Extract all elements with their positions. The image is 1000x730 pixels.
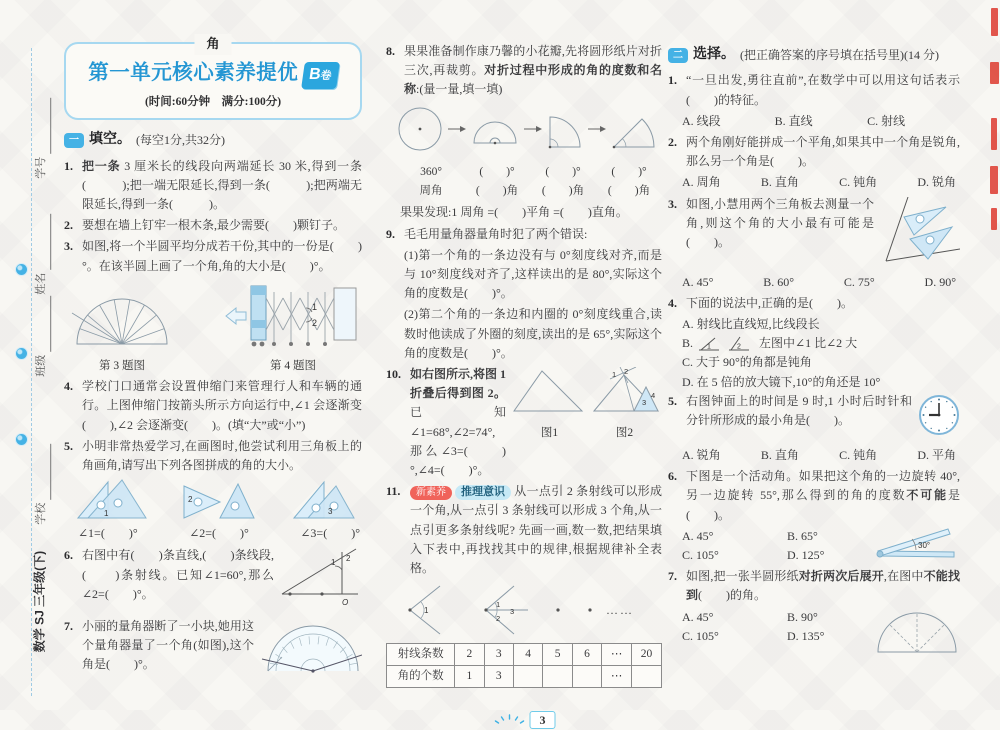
- angle1-label: 1: [707, 343, 711, 351]
- triangle-figures-row: [76, 478, 362, 524]
- q8-text-bold: 对折过程中形成的角的度数和名称: [404, 63, 662, 97]
- option-d: D. 90°: [924, 274, 956, 289]
- question-text: 右图钟面上的时间是 9 时,1 小时后时针和分针所形成的最小角是( )。: [686, 393, 912, 428]
- fold-sequence-figure: [398, 102, 662, 201]
- q7-text-bold2: 不能找到: [686, 569, 960, 603]
- choice-q4: [668, 294, 960, 313]
- folded-semicircle-svg: [874, 610, 960, 656]
- q6-text-bold: 不可能: [906, 488, 948, 503]
- broken-protractor-figure: [260, 619, 362, 687]
- fold-degree-labels: [398, 163, 662, 181]
- question-text-wrap: [82, 617, 362, 689]
- cell: 2: [455, 644, 484, 666]
- margin-dot-icon: [16, 434, 27, 445]
- choice-q4-option-d: D. 在 5 倍的放大镜下,10°的角还是 10°: [682, 374, 881, 389]
- question-number: 8.: [386, 44, 395, 58]
- section-choice-header: [668, 44, 960, 66]
- rays-icon: [493, 714, 527, 724]
- book-title: 数学 SJ 三年级(下): [32, 550, 47, 653]
- section-meta: (把正确答案的序号填在括号里)(14 分): [740, 47, 939, 62]
- option-d: D. 125°: [787, 547, 825, 562]
- student-id-field: [33, 83, 51, 179]
- option-a: A. 45°: [682, 274, 714, 289]
- choice-q7-options: [668, 608, 892, 646]
- question-text: 小明非常热爱学习,在画图时,他尝试利用三角板上的角画角,请写出下列各图拼成的角的大小。: [82, 438, 362, 473]
- option-c: C. 钝角: [839, 448, 878, 463]
- angle-name-blank: ( )角: [475, 185, 519, 198]
- choice-q7: [668, 567, 960, 605]
- cell: [513, 666, 542, 688]
- arrow-icon: [600, 126, 606, 132]
- question-text: 下面的说法中,正确的是( )。: [686, 295, 853, 310]
- question-number: 11.: [386, 484, 401, 499]
- section-fill-header: [64, 129, 362, 151]
- question-text: 如图,小慧用两个三角板去测量一个角,则这个角的大小最有可能是( )。: [686, 196, 874, 249]
- question-number: 1.: [668, 73, 677, 88]
- degree-blank: ( )°: [479, 165, 515, 178]
- fold-name-labels: [398, 182, 662, 200]
- cell: 5: [543, 644, 572, 666]
- lines-figure-svg: [280, 548, 362, 606]
- choice-q3: [668, 195, 960, 271]
- angle2-label: 2: [346, 554, 351, 564]
- angle2-label: 2: [188, 495, 193, 505]
- point-O-label: O: [342, 598, 349, 607]
- column-left: [64, 36, 362, 691]
- q8-text-c: :(量一量,填一填): [416, 82, 503, 97]
- fill-q3: [64, 237, 362, 275]
- question-text-wrap: [410, 365, 662, 480]
- question-text: 右图中有( )条直线,( )条线段,( )条射线。已知∠1=60°,那么∠2=( )°。: [82, 548, 274, 601]
- table-row: [387, 666, 662, 688]
- option-c: C. 105°: [682, 547, 719, 562]
- degree-blank: ( )°: [545, 165, 581, 178]
- q8-text-a: 果果准备制作康乃馨的小花瓣,先将圆形纸片对折三次,再裁剪。: [404, 44, 662, 78]
- option-b: B. 直角: [760, 448, 799, 463]
- arrow-icon: [460, 126, 466, 132]
- ellipsis: ……: [606, 602, 634, 617]
- cell: 4: [513, 644, 542, 666]
- q7-text-a: 如图,把一张半圆形纸: [686, 569, 799, 584]
- question-number: 7.: [668, 569, 677, 584]
- badge-letter: B: [308, 66, 323, 83]
- badge-word: 卷: [319, 70, 333, 82]
- question-text: 如图,将一个半圆平均分成若干份,其中的一份是( )°。在该半圆上画了一个角,角的大小是( )°。: [82, 239, 362, 273]
- choice-q2-options: [668, 173, 960, 192]
- ray-figures-svg: [394, 581, 606, 639]
- fan-figure: [70, 290, 174, 376]
- ray3-angle2-label: 2: [496, 614, 501, 624]
- question-text: 小丽的量角器断了一小块,她用这个量角器量了一个角(如图),这个角是( )°。: [82, 618, 254, 671]
- red-edge-mark: [990, 166, 998, 194]
- gate-figure-svg: [224, 280, 362, 350]
- question-number: 1.: [64, 158, 73, 173]
- name-label: 姓名: [35, 272, 48, 295]
- choice-q4-option-c: C. 大于 90°的角都是钝角: [682, 355, 812, 370]
- triangle-pair-figure: [182, 478, 256, 524]
- fill-q9-sub2: [386, 305, 662, 363]
- option-b: B. 直角: [760, 175, 799, 190]
- cell: [543, 666, 572, 688]
- page-number: 3: [530, 711, 556, 729]
- write-line: [38, 98, 51, 154]
- fan-figure-svg: [70, 290, 174, 350]
- question-text: [404, 42, 662, 100]
- fold-triangles-svg: [512, 367, 662, 417]
- title-box: [64, 36, 362, 120]
- school-field: [33, 429, 51, 525]
- fold-triangles-figure: [512, 367, 662, 443]
- choice-q1: [668, 71, 960, 109]
- question-text: 两个角刚好能拼成一个平角,如果其中一个角是锐角,那么另一个角是( )。: [686, 134, 960, 169]
- cell: [572, 666, 601, 688]
- column-right: [668, 42, 960, 648]
- section-name: 选择。: [693, 47, 735, 62]
- arrow-icon: [536, 126, 542, 132]
- class-label: 班级: [35, 354, 48, 377]
- question-number: 5.: [668, 393, 677, 408]
- question-text-wrap: [410, 482, 662, 578]
- q10-text-rest: 已知∠1=68°,∠2=74°,那么∠3=( )°,∠4=( )°。: [410, 405, 506, 477]
- red-edge-mark: [991, 8, 998, 36]
- choice-q6-options-wrap: [668, 527, 960, 565]
- angle-name-label: 周角: [419, 185, 443, 198]
- q7-text-e: ( )的角。: [698, 588, 767, 603]
- angle2-blank: ∠2=( )°: [189, 526, 249, 541]
- ray2-angle-label: 1: [424, 606, 429, 616]
- degree-blank: ( )°: [611, 165, 647, 178]
- question-text: 从一点引 2 条射线可以形成一个角,从一点引 3 条射线可以形成 3 个角,从一点引更多条射线呢? 先画一画,数一数,把结果填入下表中,再找找其中的规律,根据规律补全表格。: [410, 484, 662, 575]
- reasoning-badge: 推理意识: [455, 485, 511, 500]
- angle1-blank: ∠1=( )°: [78, 526, 138, 541]
- fill-q7: [64, 617, 362, 689]
- question-number: 4.: [64, 379, 73, 394]
- option-d: D. 锐角: [917, 175, 956, 190]
- question-text: 毛毛用量角器量角时犯了两个错误:: [404, 226, 588, 241]
- red-edge-mark: [991, 118, 997, 150]
- question-text-bold: 把一条: [82, 158, 121, 173]
- fill-q1: [64, 157, 362, 215]
- option-b: B. 直线: [774, 113, 813, 128]
- q7-text-c: ,在图中: [883, 569, 924, 584]
- option-a: A. 周角: [682, 175, 721, 190]
- q6-text-a: 下图是一个活动角。如果把这个角的一边旋转 40°,另一边旋转 55°,那么得到的角的度数: [686, 469, 960, 503]
- fill-q4: [64, 377, 362, 435]
- gate-angle2-label: 2: [312, 317, 318, 328]
- fold-sequence-svg: [398, 102, 662, 156]
- option-c: C. 射线: [867, 113, 906, 128]
- choice-q4-option-a: A. 射线比直线短,比线段长: [682, 317, 820, 332]
- section-meta: (每空1分,共32分): [136, 132, 225, 147]
- fill-q11: [386, 482, 662, 578]
- choice-q2: [668, 133, 960, 171]
- fill-q10: [386, 365, 662, 480]
- question-number: 2.: [668, 134, 677, 149]
- angle2-label: 2: [737, 343, 741, 351]
- figure2-caption: 图2: [615, 427, 634, 440]
- figure-caption: 第 4 题图: [270, 359, 316, 372]
- cell: ⋯: [602, 644, 632, 666]
- school-label: 学校: [35, 502, 48, 525]
- choice-q6: [668, 467, 960, 525]
- angle4-label: 4: [651, 391, 656, 401]
- q5-answer-blanks: [64, 524, 362, 543]
- angle3-blank: ∠3=( )°: [300, 526, 360, 541]
- question-number: 5.: [64, 438, 73, 453]
- fill-q9: [386, 225, 662, 244]
- protractor-svg: [260, 619, 362, 681]
- section-number-badge: 二: [668, 48, 688, 63]
- setsquare-measure-svg: [880, 197, 960, 263]
- angle1-label: 1: [612, 370, 617, 380]
- write-line: [38, 444, 51, 500]
- row-header: 角的个数: [387, 666, 455, 688]
- choice-q1-options: [668, 112, 960, 131]
- option-a: A. 线段: [682, 113, 721, 128]
- cell: 1: [455, 666, 484, 688]
- question-text: 学校门口通常会设置伸缩门来管理行人和车辆的通行。上图伸缩门按箭头所示方向运行中,∠1 会逐渐变( ),∠2 会逐渐变( )。(填“大”或“小”): [82, 379, 362, 432]
- ray-figures-row: [394, 581, 662, 639]
- ray3-angle1-label: 1: [496, 600, 501, 610]
- margin-dot-icon: [16, 348, 27, 359]
- row-header: 射线条数: [387, 644, 455, 666]
- question-text-wrap: [686, 392, 960, 444]
- ray3-angle3-label: 3: [510, 607, 515, 617]
- q7-text-bold1: 对折两次后展开: [798, 569, 884, 584]
- section-name: 填空。: [89, 132, 131, 148]
- option-a: A. 锐角: [682, 448, 721, 463]
- unit-topic: 角: [194, 34, 231, 55]
- triangle-pair-figure: [288, 478, 362, 524]
- exam-meta: (时间:60分钟 满分:100分): [144, 95, 282, 108]
- figure-caption: 第 3 题图: [99, 359, 145, 372]
- page-number-badge: [493, 711, 556, 730]
- q6-text-c: 是( )。: [686, 488, 960, 522]
- folded-semicircle-figure: [874, 610, 960, 662]
- angle1-label: 1: [331, 558, 336, 568]
- question-text: [686, 567, 960, 605]
- write-line: [38, 296, 51, 352]
- fold-captions: [512, 423, 662, 442]
- option-b-letter: B.: [682, 336, 694, 351]
- fill-q8: [386, 42, 662, 100]
- option-b: B. 60°: [763, 274, 795, 289]
- page-title: 第一单元核心素养提优: [88, 61, 299, 84]
- movable-angle-figure: [870, 523, 960, 569]
- question-number: 4.: [668, 295, 677, 310]
- cell: 3: [484, 644, 513, 666]
- fill-q6: [64, 546, 362, 614]
- figure-row: [70, 280, 362, 376]
- question-text-wrap: [686, 195, 960, 271]
- question-text: [686, 467, 960, 525]
- column-middle: [386, 42, 662, 728]
- table-row: [387, 644, 662, 666]
- gate-figure: [224, 280, 362, 376]
- movable-angle-svg: [870, 523, 960, 563]
- angle-name-blank: ( )角: [541, 185, 585, 198]
- option-a: A. 45°: [682, 609, 714, 624]
- fill-q2: [64, 216, 362, 235]
- figure1-caption: 图1: [540, 427, 559, 440]
- triangle-pair-figure: [76, 478, 150, 524]
- angle-name-blank: ( )角: [607, 185, 651, 198]
- choice-q3-options: [668, 273, 960, 292]
- question-number: 6.: [668, 469, 677, 484]
- option-b-text: 左图中∠1 比∠2 大: [759, 336, 858, 351]
- new-literacy-badge: 新素养: [410, 486, 452, 500]
- option-c: C. 105°: [682, 628, 719, 643]
- question-number: 6.: [64, 548, 73, 563]
- question-number: 3.: [668, 196, 677, 211]
- write-line: [38, 214, 51, 270]
- red-edge-mark: [990, 62, 999, 84]
- choice-q5-options: [668, 446, 960, 465]
- degree-label: 360°: [420, 165, 442, 178]
- fill-q9-sub1: [386, 246, 662, 304]
- section-number-badge: 一: [64, 133, 84, 148]
- option-b: B. 65°: [787, 528, 818, 543]
- class-field: [33, 281, 51, 377]
- question-text: “一旦出发,勇往直前”,在数学中可以用这句话表示( )的特征。: [686, 73, 960, 107]
- clock-svg: [918, 394, 960, 436]
- cell: 3: [484, 666, 513, 688]
- choice-q6-options: [668, 527, 892, 565]
- question-text: 要想在墙上钉牢一根木条,最少需要( )颗钉子。: [82, 218, 345, 233]
- option-d: D. 平角: [917, 448, 956, 463]
- setsquare-measure-figure: [880, 197, 960, 269]
- cell: ⋯: [602, 666, 632, 688]
- option-d: D. 135°: [787, 628, 825, 643]
- choice-q7-options-wrap: [668, 608, 960, 646]
- page-footer: [386, 688, 662, 728]
- red-edge-mark: [991, 208, 997, 230]
- question-number: 10.: [386, 367, 401, 382]
- left-arrow-icon: [226, 308, 246, 324]
- q8-conclusion: 果果发现:1 周角 =( )平角 =( )直角。: [400, 204, 628, 219]
- option-b: B. 90°: [787, 609, 818, 624]
- question-text: [82, 157, 362, 215]
- choice-q5: [668, 392, 960, 444]
- q10-text-bold: 如右图所示,将图 1 折叠后得到图 2。: [410, 367, 507, 401]
- gate-angle1-label: 1: [312, 301, 318, 312]
- clock-figure: [918, 394, 960, 442]
- angle2-label: 2: [624, 367, 629, 377]
- question-number: 9.: [386, 226, 395, 241]
- sub-question-text: (2)第二个角的一条边和内圈的 0°刻度线重合,读数时他读成了外圈的刻度,读出的是 65°,实际这个角的度数是( )°。: [404, 307, 662, 360]
- margin-dot-icon: [16, 264, 27, 275]
- angle-30-label: 30°: [918, 540, 931, 550]
- ray-count-table: [386, 643, 662, 688]
- choice-q4-option-b: [668, 334, 960, 353]
- option-c: C. 75°: [843, 274, 875, 289]
- sub-question-text: (1)第一个角的一条边没有与 0°刻度线对齐,而是与 10°刻度线对齐了,这样读出的是 80°,实际这个角的度数是( )°。: [404, 247, 662, 301]
- question-number: 7.: [64, 618, 73, 633]
- cell: [632, 666, 662, 688]
- lines-figure: [280, 548, 362, 612]
- option-c: C. 钝角: [839, 175, 878, 190]
- question-text-wrap: [82, 546, 362, 614]
- paper-version-badge: [301, 62, 339, 89]
- angle1-label: 1: [104, 509, 109, 519]
- option-a: A. 45°: [682, 528, 714, 543]
- question-text-rest: 3 厘米长的线段向两端延长 30 米,得到一条( );把一端无限延长,得到一条( );把两端无限延长,得到一条( )。: [82, 158, 362, 211]
- cell: 6: [572, 644, 601, 666]
- angle3-label: 3: [328, 507, 333, 517]
- angle3-label: 3: [642, 398, 647, 408]
- cell: 20: [632, 644, 662, 666]
- question-number: 3.: [64, 239, 73, 254]
- question-number: 2.: [64, 218, 73, 233]
- fill-q5: [64, 437, 362, 475]
- student-id-label: 学号: [35, 156, 48, 179]
- two-angles-figure: [697, 335, 755, 353]
